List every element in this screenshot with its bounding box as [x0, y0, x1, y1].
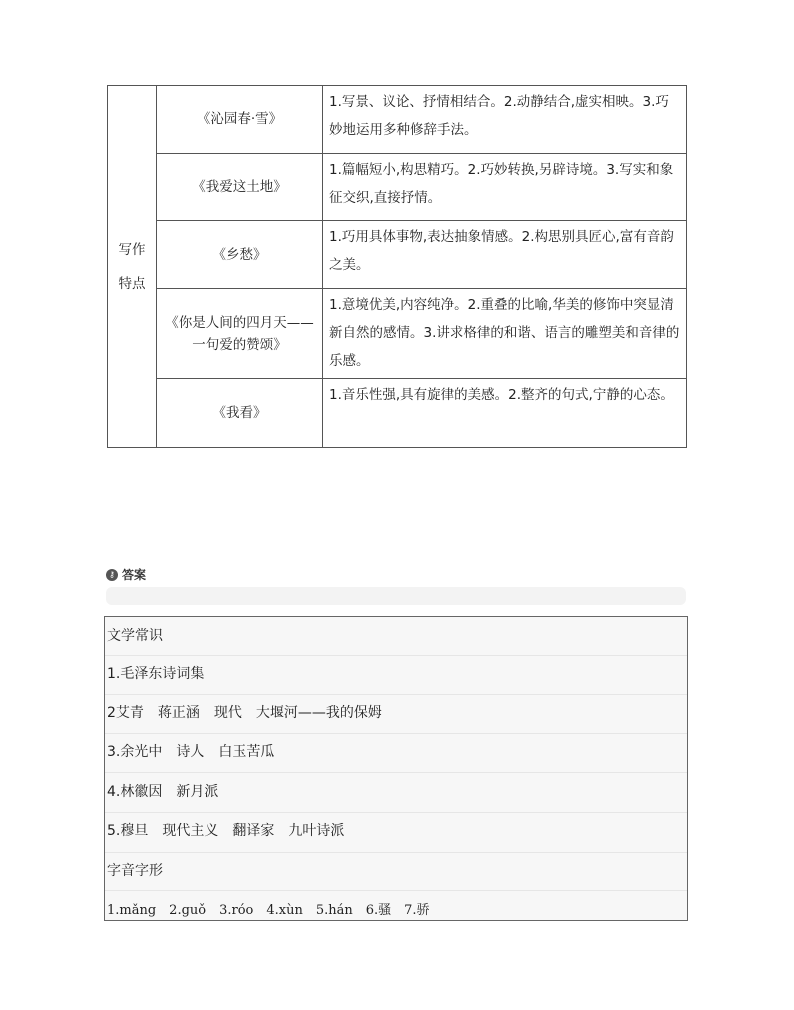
divider [105, 852, 687, 853]
answer-header[interactable] [106, 566, 146, 583]
key-icon: ⚷ [106, 569, 118, 581]
poem-features: 1.巧用具体事物,表达抽象情感。2.构思别具匠心,富有音韵之美。 [323, 221, 687, 289]
answer-line: 2艾青 蒋正涵 现代 大堰河——我的保姆 [107, 705, 382, 721]
divider [105, 812, 687, 813]
answer-bar [106, 587, 686, 605]
poem-title: 《乡愁》 [157, 221, 323, 289]
answer-line: 4.林徽因 新月派 [107, 784, 219, 800]
poem-features: 1.写景、议论、抒情相结合。2.动静结合,虚实相映。3.巧妙地运用多种修辞手法。 [323, 86, 687, 154]
poem-features: 1.意境优美,内容纯净。2.重叠的比喻,华美的修饰中突显清新自然的感情。3.讲求格律的和谐、语言的雕塑美和音律的乐感。 [323, 289, 687, 379]
answer-header-label: 答案 [122, 568, 147, 582]
poem-title: 《我爱这土地》 [157, 153, 323, 221]
poem-features: 1.篇幅短小,构思精巧。2.巧妙转换,另辟诗境。3.写实和象征交织,直接抒情。 [323, 153, 687, 221]
answer-line: 5.穆旦 现代主义 翻译家 九叶诗派 [107, 823, 345, 839]
answer-line: 3.余光中 诗人 白玉苦瓜 [107, 744, 275, 760]
poem-title: 《你是人间的四月天——一句爱的赞颂》 [157, 289, 323, 379]
table-row [108, 86, 687, 154]
poem-features: 1.音乐性强,具有旋律的美感。2.整齐的句式,宁静的心态。 [323, 379, 687, 448]
answer-box [104, 616, 688, 921]
category-label-line2: 特点 [118, 275, 146, 292]
category-cell [108, 86, 157, 448]
divider [105, 890, 687, 891]
poem-title: 《我看》 [157, 379, 323, 448]
writing-features-table [107, 85, 687, 448]
divider [105, 733, 687, 734]
table-row [108, 379, 687, 448]
section-heading-pronunciation: 字音字形 [107, 863, 163, 879]
divider [105, 655, 687, 656]
answer-line: 1.mǎng 2.guǒ 3.róo 4.xùn 5.hán 6.骚 7.骄 [107, 903, 430, 918]
answer-line: 1.毛泽东诗词集 [107, 666, 205, 682]
divider [105, 694, 687, 695]
poem-title: 《沁园春·雪》 [157, 86, 323, 154]
table-row [108, 289, 687, 379]
divider [105, 772, 687, 773]
table-row [108, 221, 687, 289]
section-heading-literature: 文学常识 [107, 628, 163, 644]
table-row [108, 153, 687, 221]
category-label-line1: 写作 [118, 241, 146, 258]
